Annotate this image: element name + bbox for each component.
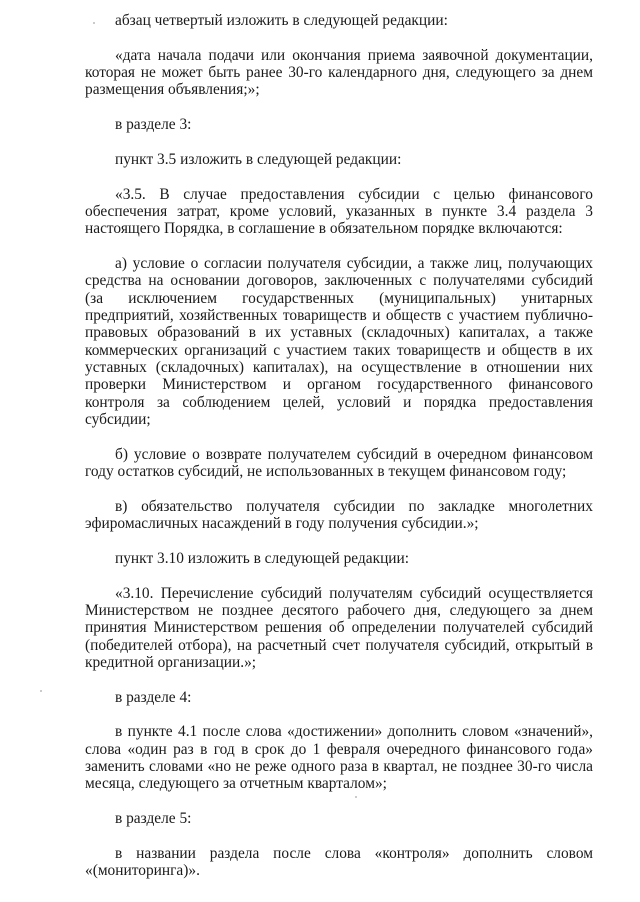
paragraph-6: а) условие о согласии получателя субсидии, а также лиц, получающих средства на основании договоров, заключенных с получателями субсидий (за исключением государственных (муниципальных) унитарных предприятий, хозяйственных товариществ и обществ с участием публично-правовых образований в их уставных (складочных) капиталах, а также коммерческих организаций с участием таких товариществ и обществ в их уставных (складочных) капиталах), на осуществление в отношении них проверки Министерством и органом государственного финансового контроля за соблюдением целей, условий и порядка предоставления субсидии; — [85, 255, 594, 428]
paragraph-14: в названии раздела после слова «контроля» дополнить словом «(мониторинга)». — [85, 844, 593, 880]
paragraph-10: «3.10. Перечисление субсидий получателям субсидий осуществляется Министерством не позднее десятого рабочего дня, следующего за днем принятия Министерством решения об определении получателей субсидий (победителей отбора), на расчетный счет получателя субсидий, открытый в кредитной организации.»; — [85, 584, 593, 671]
document-page — [85, 12, 593, 879]
paragraph-13: в разделе 5: — [115, 810, 192, 828]
paragraph-9: пункт 3.10 изложить в следующей редакции: — [115, 549, 410, 567]
paragraph-11: в разделе 4: — [115, 688, 192, 706]
scan-speck — [355, 796, 357, 798]
paragraph-1: абзац четвертый изложить в следующей редакции: — [115, 12, 448, 29]
paragraph-3: в разделе 3: — [115, 116, 192, 134]
paragraph-7: б) условие о возврате получателем субсидий в очередном финансовом году остатков субсидий, не использованных в текущем финансовом году; — [85, 445, 593, 480]
paragraph-4: пункт 3.5 изложить в следующей редакции: — [115, 150, 402, 168]
paragraph-2: «дата начала подачи или окончания приема заявочной документации, которая не может быть ранее 30-го календарного дня, следующего за днем размещения объявления;»; — [85, 46, 593, 99]
paragraph-12: в пункте 4.1 после слова «достижении» дополнить словом «значений», слова «один раз в год в срок до 1 февраля очередного финансового года» заменить словами «но не реже одного раза в квартал, не позднее 30-го числа месяца, следующего за отчетным кварталом»; — [85, 723, 593, 793]
scan-speck — [93, 22, 95, 24]
paragraph-8: в) обязательство получателя субсидии по закладке многолетних эфиромасличных насаждений в году получения субсидии.»; — [85, 497, 593, 533]
scan-speck — [40, 690, 42, 692]
paragraph-5: «3.5. В случае предоставления субсидии с целью финансового обеспечения затрат, кроме условий, указанных в пункте 3.4 раздела 3 настоящего Порядка, в соглашение в обязательном порядке включаются: — [85, 185, 593, 238]
